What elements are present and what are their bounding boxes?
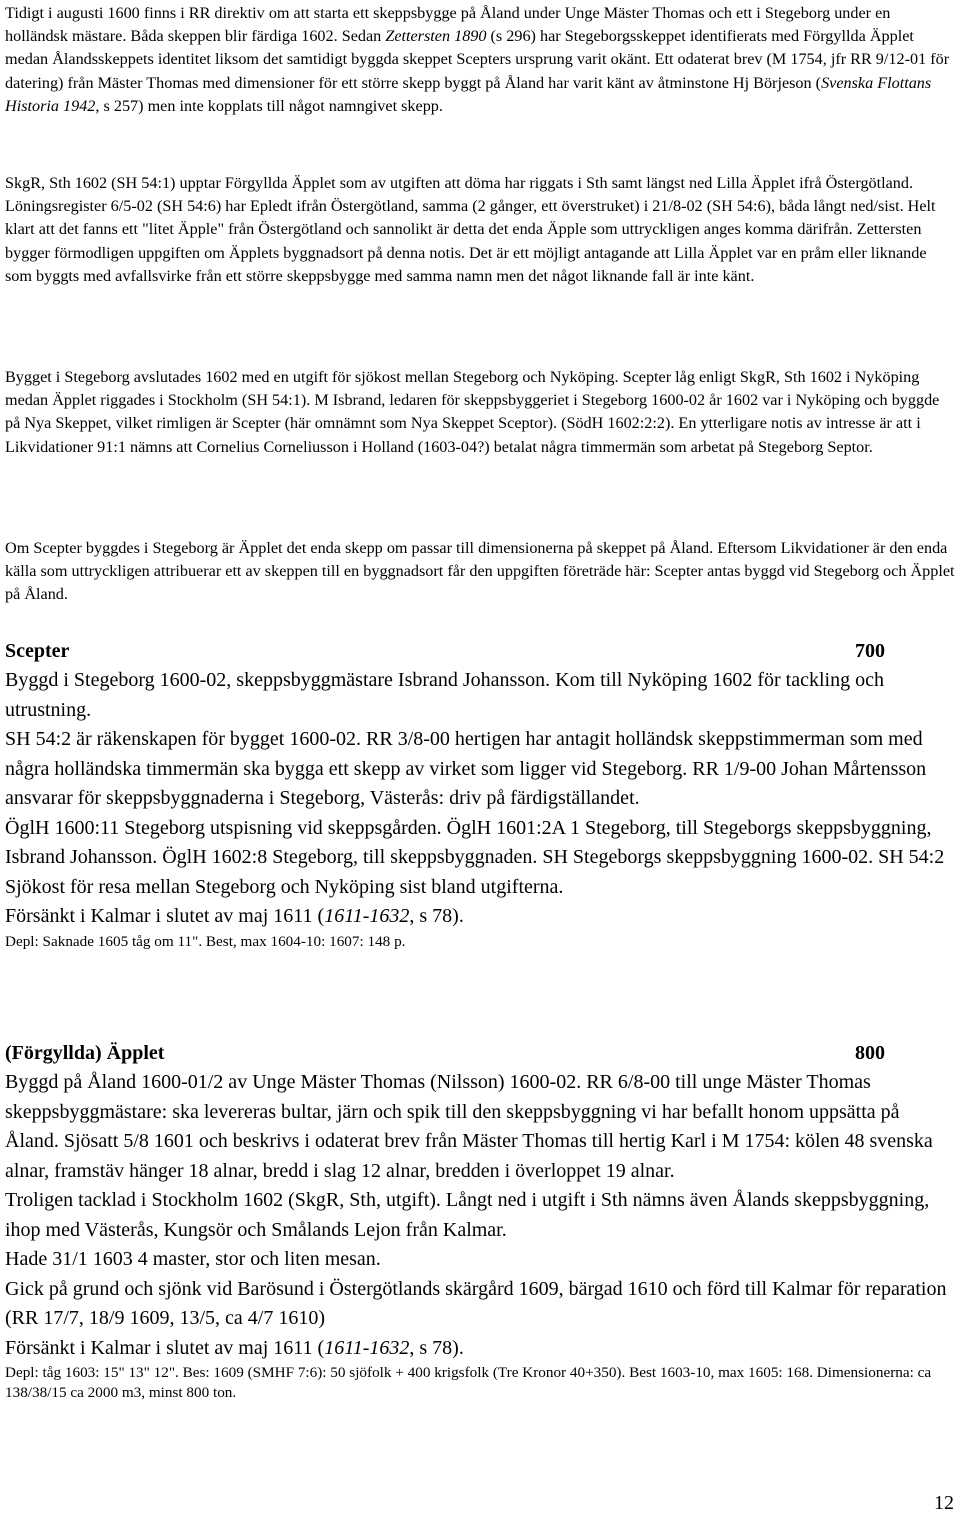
intro-paragraph-3: Bygget i Stegeborg avslutades 1602 med en utgift för sjökost mellan Stegeborg och Nyköping. Scepter låg enligt SkgR, Sth 1602 i Nyköping medan Äpplet riggades i Stockholm (SH 54:1). M Isbrand, ledaren för skeppsbyggeriet i Stegeborg 1600-02 år 1602 var i Nyköping och byggde på Nya Skeppet, vilket rimligen är Scepter (här omnämnt som Nya Skeppet Sceptor). (SödH 1602:2:2). En ytterligare notis av intresse är att i Likvidationer 91:1 nämns att Cornelius Corneliusson i Holland (1603-04?) betalat några timmermän som arbetat på Stegeborg Septor. bbox=[5, 368, 940, 456]
citation-italic: 1611-1632 bbox=[324, 1336, 410, 1359]
text-span: (s 296) har Stegeborgsskeppet identifierats med Förgyllda Äpplet medan Ålandsskeppets identitet liksom det samtidigt byggda skeppet Scepters ursprung varit okänt. Ett odaterat brev (M 1754, jfr RR 9/12-01 för datering) från Mäster Thomas med dimensioner för ett större skepp byggt på Åland har varit känt av åtminstone Hj Börjeson ( bbox=[5, 27, 950, 92]
sunk-line bbox=[5, 1334, 957, 1364]
ship-name: Scepter bbox=[5, 640, 70, 662]
ship-name: (Förgyllda) Äpplet bbox=[5, 1042, 165, 1064]
ship-number: 700 bbox=[855, 640, 885, 662]
applet-heading bbox=[5, 1041, 885, 1065]
intro-paragraph-4: Om Scepter byggdes i Stegeborg är Äpplet det enda skepp om passar till dimensionerna på skeppet på Åland. Eftersom Likvidationer är den enda källa som uttryckligen attribuerar ett av skeppen till en byggnadsort får den uppgiften företräde här: Scepter antas byggd vid Stegeborg och Äpplet på Åland. bbox=[5, 539, 955, 604]
entry-line: Byggd i Stegeborg 1600-02, skeppsbyggmästare Isbrand Johansson. Kom till Nyköping 1602 för tackling och utrustning. bbox=[5, 669, 884, 721]
ship-number: 800 bbox=[855, 1042, 885, 1064]
depl-note: Depl: Saknade 1605 tåg om 11". Best, max 1604-10: 1607: 148 p. bbox=[5, 932, 406, 950]
scepter-heading bbox=[5, 639, 885, 663]
text-span: Försänkt i Kalmar i slutet av maj 1611 ( bbox=[5, 1336, 325, 1359]
applet-entry bbox=[5, 1068, 957, 1403]
text-span: , s 257) men inte kopplats till något namngivet skepp. bbox=[95, 96, 443, 115]
entry-line: SH 54:2 är räkenskapen för bygget 1600-02. RR 3/8-00 hertigen har antagit holländsk skeppstimmerman som med några holländska timmermän ska bygga ett skepp av virket som ligger vid Stegeborg. RR 1/9-00 Johan Mårtensson ansvarar för skeppsbyggnaderna i Stegeborg, Västerås: driv på färdigställandet. bbox=[5, 728, 927, 809]
citation-italic: Svenska Flottans Historia 1942 bbox=[5, 73, 932, 115]
entry-line: Byggd på Åland 1600-01/2 av Unge Mäster Thomas (Nilsson) 1600-02. RR 6/8-00 till unge Mäster Thomas skeppsbyggmästare: ska levereras bultar, järn och spik till den skeppsbyggning vi har befallt honom uppsätta på Åland. Sjösatt 5/8 1601 och beskrivs i odaterat brev från Mäster Thomas till hertig Karl i M 1754: kölen 48 svenska alnar, framstäv hänger 18 alnar, bredd i slag 12 alnar, bredden i överloppet 19 alnar. bbox=[5, 1071, 933, 1182]
text-span: Försänkt i Kalmar i slutet av maj 1611 ( bbox=[5, 905, 325, 927]
intro-paragraph-1 bbox=[5, 2, 957, 118]
page-number: 12 bbox=[934, 1492, 954, 1514]
entry-line: ÖglH 1600:11 Stegeborg utspisning vid skeppsgården. ÖglH 1601:2A 1 Stegeborg, till Stegeborgs skeppsbyggning, Isbrand Johansson. ÖglH 1602:8 Stegeborg, till skeppsbyggnaden. SH Stegeborgs skeppsbyggning 1600-02. SH 54:2 Sjökost för resa mellan Stegeborg och Nyköping sist bland utgifterna. bbox=[5, 816, 945, 898]
text-span: Tidigt i augusti 1600 finns i RR direktiv om att starta ett skeppsbygge på Åland under Unge Mäster Thomas och ett i Stegeborg under en holländsk mästare. Båda skeppen blir färdiga 1602. Sedan bbox=[5, 4, 891, 46]
citation-italic: Zettersten 1890 bbox=[385, 27, 487, 46]
depl-note: Depl: tåg 1603: 15" 13" 12". Bes: 1609 (SMHF 7:6): 50 sjöfolk + 400 krigsfolk (Tre Kronor 40+350). Best 1603-10, max 1605: 168. Dimensionerna: ca 138/38/15 ca 2000 m3, minst 800 ton. bbox=[5, 1364, 932, 1401]
text-span: , s 78). bbox=[409, 1336, 464, 1359]
intro-paragraph-2: SkgR, Sth 1602 (SH 54:1) upptar Förgyllda Äpplet som av utgiften att döma har riggats i Sth samt längst ned Lilla Äpplet ifrå Östergötland. Löningsregister 6/5-02 (SH 54:6) har Epledt ifrån Östergötland, samma (2 gånger, ett överstruket) i 21/8-02 (SH 54:6), båda långt ned/sist. Helt klart att det fanns ett "litet Äpple" från Östergötland och sannolikt är detta det enda Äpple som uttryckligen anges komma därifrån. Zettersten bygger förmodligen uppgiften om Äpplets byggnadsort på denna notis. Det är ett möjligt antagande att Lilla Äpplet var en pråm eller liknande som byggts med avfallsvirke från ett större skeppsbygge med samma namn men det något liknande fall är inte känt. bbox=[5, 174, 936, 285]
entry-line: Gick på grund och sjönk vid Barösund i Östergötlands skärgård 1609, bärgad 1610 och förd till Kalmar för reparation (RR 17/7, 18/9 1609, 13/5, ca 4/7 1610) bbox=[5, 1277, 947, 1329]
citation-italic: 1611-1632 bbox=[324, 905, 410, 927]
text-span: , s 78). bbox=[409, 905, 464, 927]
sunk-line bbox=[5, 902, 957, 932]
entry-line: Hade 31/1 1603 4 master, stor och liten mesan. bbox=[5, 1248, 381, 1270]
entry-line: Troligen tacklad i Stockholm 1602 (SkgR, Sth, utgift). Långt ned i utgift i Sth nämns även Ålands skeppsbyggning, ihop med Västerås, Kungsör och Smålands Lejon från Kalmar. bbox=[5, 1189, 930, 1241]
scepter-entry bbox=[5, 666, 957, 952]
